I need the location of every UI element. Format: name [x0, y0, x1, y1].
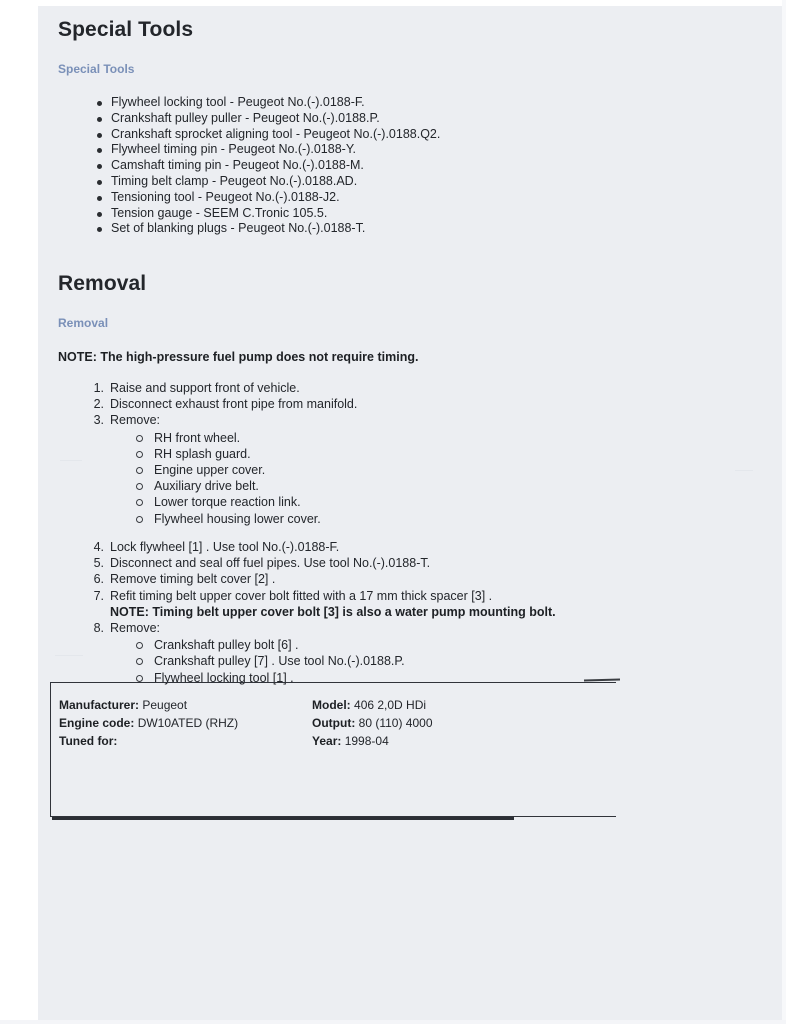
list-item: Set of blanking plugs - Peugeot No.(-).0188-T. — [93, 221, 713, 237]
list-item: Crankshaft pulley puller - Peugeot No.(-).0188.P. — [93, 111, 713, 127]
step-text: Disconnect and seal off fuel pipes. Use tool No.(-).0188-T. — [110, 556, 431, 571]
info-value-output: 80 (110) 4000 — [358, 716, 433, 730]
list-item: Crankshaft sprocket aligning tool - Peugeot No.(-).0188.Q2. — [93, 127, 713, 143]
list-item: Flywheel locking tool - Peugeot No.(-).0188-F. — [93, 95, 713, 111]
list-item: Crankshaft pulley [7] . Use tool No.(-).0188.P. — [132, 653, 716, 669]
step-text: Remove: — [110, 621, 161, 636]
removal-note: NOTE: The high-pressure fuel pump does not require timing. — [58, 350, 419, 364]
step-text: Remove timing belt cover [2] . — [110, 572, 276, 587]
document-content — [38, 0, 782, 1024]
info-row-year — [312, 732, 433, 750]
info-label-output: Output: — [312, 716, 356, 730]
page-left-margin — [0, 0, 38, 1024]
list-item — [76, 620, 716, 686]
step-subitems — [132, 430, 716, 527]
info-row-tuned-for — [59, 732, 238, 750]
list-item: Lower torque reaction link. — [132, 494, 716, 510]
list-item: Tension gauge - SEEM C.Tronic 105.5. — [93, 206, 713, 222]
list-item — [76, 588, 716, 620]
list-item: Camshaft timing pin - Peugeot No.(-).0188-M. — [93, 158, 713, 174]
info-row-engine-code — [59, 714, 238, 732]
list-item: Auxiliary drive belt. — [132, 478, 716, 494]
list-item: Tensioning tool - Peugeot No.(-).0188-J2. — [93, 190, 713, 206]
list-item: Flywheel locking tool [1] . — [132, 670, 716, 686]
section-subtitle-removal: Removal — [58, 316, 109, 330]
list-item: Flywheel housing lower cover. — [132, 511, 716, 527]
step-text: Refit timing belt upper cover bolt fitted with a 17 mm thick spacer [3] . — [110, 588, 493, 603]
info-value-manufacturer: Peugeot — [142, 698, 188, 712]
list-item: Engine upper cover. — [132, 462, 716, 478]
step-text: Disconnect exhaust front pipe from manifold. — [110, 397, 358, 412]
list-item — [76, 555, 716, 571]
special-tools-list — [93, 95, 713, 237]
vehicle-info-grid — [50, 682, 616, 817]
page-right-margin — [782, 0, 786, 1024]
page-title: Special Tools — [58, 18, 194, 41]
info-value-model: 406 2,0D HDi — [354, 698, 427, 712]
list-item: Timing belt clamp - Peugeot No.(-).0188.AD. — [93, 174, 713, 190]
removal-steps-list — [76, 380, 716, 527]
step-text: Raise and support front of vehicle. — [110, 381, 300, 395]
removal-steps-list-cont — [76, 539, 716, 686]
list-item: Flywheel timing pin - Peugeot No.(-).0188-Y. — [93, 142, 713, 158]
vehicle-info-left-column — [59, 696, 238, 750]
list-item: Crankshaft pulley bolt [6] . — [132, 637, 716, 653]
info-label-tuned-for: Tuned for: — [59, 734, 118, 748]
info-row-manufacturer — [59, 696, 238, 714]
vehicle-info-right-column — [312, 696, 433, 750]
list-item — [76, 396, 716, 412]
info-value-year: 1998-04 — [344, 734, 389, 748]
info-label-manufacturer: Manufacturer: — [59, 698, 140, 712]
step-text: Remove: — [110, 413, 161, 428]
step-subitems — [132, 637, 716, 686]
list-item — [76, 571, 716, 587]
list-item: RH splash guard. — [132, 446, 716, 462]
info-label-year: Year: — [312, 734, 342, 748]
section-subtitle-special-tools: Special Tools — [58, 62, 135, 76]
list-item — [76, 380, 716, 396]
info-box-bottom-shadow — [52, 817, 514, 820]
info-row-output — [312, 714, 433, 732]
info-label-engine-code: Engine code: — [59, 716, 135, 730]
list-item — [76, 412, 716, 526]
info-value-engine-code: DW10ATED (RHZ) — [137, 716, 239, 730]
section-title-removal: Removal — [58, 272, 147, 295]
list-item — [76, 539, 716, 555]
step-note: NOTE: Timing belt upper cover bolt [3] is also a water pump mounting bolt. — [110, 604, 556, 619]
list-item: RH front wheel. — [132, 430, 716, 446]
info-label-model: Model: — [312, 698, 351, 712]
step-text: Lock flywheel [1] . Use tool No.(-).0188-F. — [110, 540, 340, 554]
info-row-model — [312, 696, 433, 714]
